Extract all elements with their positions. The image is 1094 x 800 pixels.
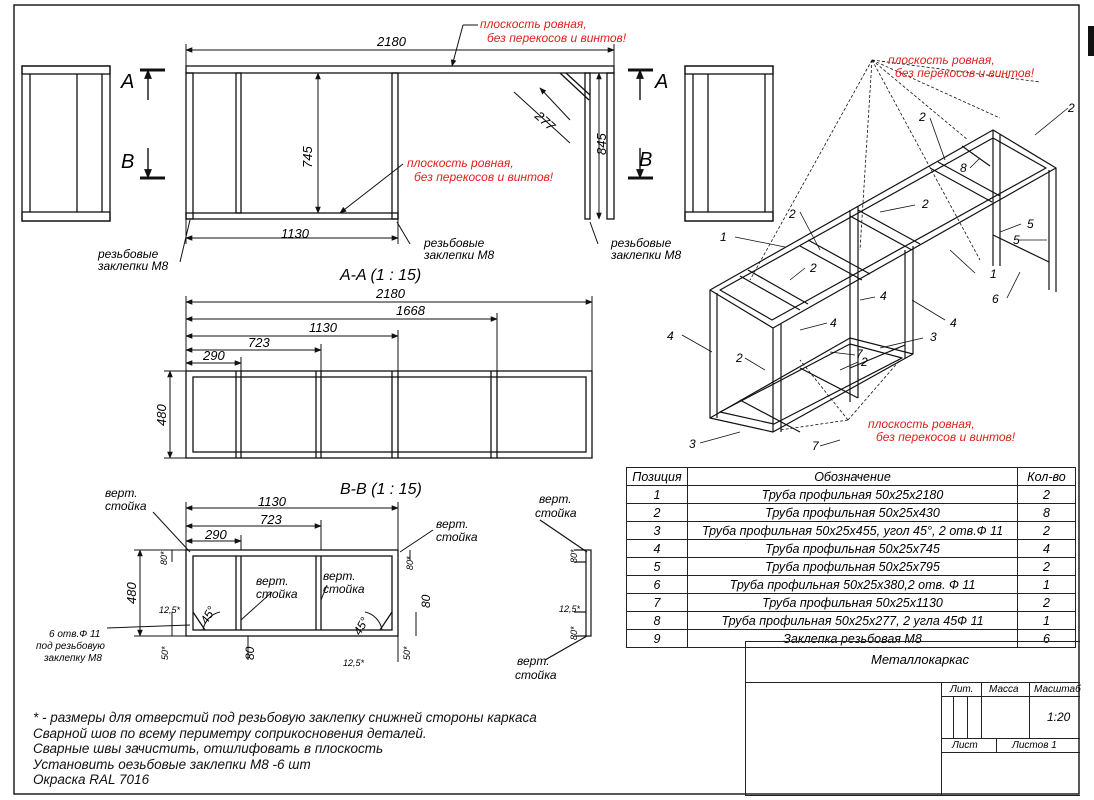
svg-text:под резьбовую: под резьбовую <box>36 641 105 652</box>
table-row: 8 Труба профильная 50х25х277, 2 угла 45Ф 11 1 <box>627 612 1076 630</box>
table-row: 7 Труба профильная 50х25х1130 2 <box>627 594 1076 612</box>
table-row: 6 Труба профильная 50х25х380,2 отв. Ф 11 1 <box>627 576 1076 594</box>
svg-text:723: 723 <box>260 512 282 527</box>
table-row: 9 Заклепка резьбовая М8 6 <box>627 630 1076 648</box>
svg-text:80*: 80* <box>159 551 169 565</box>
flat-note-mid <box>340 156 554 213</box>
sheets-label: Листов 1 <box>1012 740 1057 751</box>
vert-post-note-2 <box>400 517 478 552</box>
svg-text:резьбовые: резьбовые <box>98 247 159 261</box>
svg-text:стойка: стойка <box>436 530 478 544</box>
table-row: 5 Труба профильная 50х25х795 2 <box>627 558 1076 576</box>
note-line: Установить оезьбовые заклепки М8 -6 шт <box>33 756 311 772</box>
svg-text:без перекосов и винтов!: без перекосов и винтов! <box>876 430 1016 444</box>
scale-value: 1:20 <box>1047 710 1071 724</box>
svg-text:480: 480 <box>124 582 139 604</box>
iso-label: 4 <box>667 329 674 343</box>
isometric-frame <box>710 130 1056 432</box>
svg-text:стойка: стойка <box>323 582 365 596</box>
iso-label: 2 <box>922 197 929 211</box>
iso-label: 3 <box>930 330 937 344</box>
svg-text:290: 290 <box>205 527 227 542</box>
svg-text:1130: 1130 <box>258 494 286 509</box>
svg-text:без перекосов и винтов!: без перекосов и винтов! <box>487 31 627 45</box>
aa-title: A-A (1 : 15) <box>340 267 422 284</box>
svg-text:12,5*: 12,5* <box>343 658 365 668</box>
section-marks-right <box>628 70 668 178</box>
svg-text:80: 80 <box>243 646 257 660</box>
iso-label: 4 <box>880 289 887 303</box>
dim-845: 845 <box>594 133 609 155</box>
table-header-row: Позиция Обозначение Кол-во <box>627 468 1076 486</box>
svg-text:A: A <box>655 71 669 93</box>
iso-flat-note-top <box>888 53 1035 80</box>
front-view <box>186 66 614 219</box>
svg-text:723: 723 <box>248 335 270 350</box>
iso-label: 4 <box>950 316 957 330</box>
svg-text:резьбовые: резьбовые <box>424 236 485 250</box>
iso-leaders <box>682 108 1068 446</box>
vert-post-note-4 <box>321 569 365 600</box>
svg-text:B: B <box>639 149 653 171</box>
svg-text:плоскость ровная,: плоскость ровная, <box>888 53 995 67</box>
svg-text:без перекосов и винтов!: без перекосов и винтов! <box>895 66 1035 80</box>
rivet-note-left <box>97 220 190 273</box>
table-row: 3 Труба профильная 50х25х455, угол 45°, 2 отв.Ф 11 2 <box>627 522 1076 540</box>
svg-text:верт.: верт. <box>105 486 138 500</box>
mark-a-left: A <box>121 71 135 93</box>
iso-label: 2 <box>919 110 926 124</box>
vert-post-note-3 <box>241 574 298 620</box>
svg-text:80*: 80* <box>569 626 579 640</box>
rivet-note-right <box>590 222 681 262</box>
svg-text:заклепки М8: заклепки М8 <box>611 248 682 262</box>
bb-title: B-B (1 : 15) <box>340 481 422 498</box>
svg-text:стойка: стойка <box>515 668 557 682</box>
front-dims <box>186 44 614 244</box>
svg-text:80*: 80* <box>569 549 579 563</box>
iso-red-dashes <box>750 60 1040 430</box>
footer-notes <box>33 710 537 788</box>
scale-label: Масштаб <box>1034 684 1081 695</box>
iso-label: 5 <box>1027 217 1034 231</box>
svg-text:верт.: верт. <box>323 569 356 583</box>
note-line: Окраска RAL 7016 <box>33 772 150 788</box>
svg-text:45°: 45° <box>350 614 372 638</box>
section-marks-left <box>120 70 165 178</box>
svg-text:80*: 80* <box>405 556 415 570</box>
iso-label: 2 <box>1068 101 1075 115</box>
table-row: 1 Труба профильная 50х25х2180 2 <box>627 486 1076 504</box>
svg-text:плоскость ровная,: плоскость ровная, <box>407 156 514 170</box>
svg-text:резьбовые: резьбовые <box>611 236 672 250</box>
iso-label: 1 <box>990 267 997 281</box>
side-detail <box>540 520 591 660</box>
svg-text:1130: 1130 <box>309 320 337 335</box>
svg-text:заклепку М8: заклепку М8 <box>44 653 102 664</box>
svg-text:верт.: верт. <box>517 654 550 668</box>
parts-table <box>626 467 1076 648</box>
svg-text:480: 480 <box>154 404 169 426</box>
iso-label: 7 <box>856 347 863 361</box>
mass-label: Масса <box>989 684 1019 695</box>
iso-label: 4 <box>830 316 837 330</box>
svg-text:12,5*: 12,5* <box>159 605 181 615</box>
svg-text:стойка: стойка <box>535 506 577 520</box>
vert-post-note-1 <box>105 486 190 552</box>
note-line: Сварные швы зачистить, отшлифовать в плоскость <box>33 741 384 757</box>
aa-view <box>186 371 592 458</box>
rivet-note-mid <box>397 222 494 262</box>
flat-note-top <box>452 17 627 66</box>
dim-2180-top: 2180 <box>377 34 406 49</box>
svg-text:стойка: стойка <box>256 587 298 601</box>
table-row: 2 Труба профильная 50х25х430 8 <box>627 504 1076 522</box>
svg-text:стойка: стойка <box>105 499 147 513</box>
svg-text:50*: 50* <box>402 646 412 660</box>
svg-text:плоскость ровная,: плоскость ровная, <box>480 17 587 31</box>
dim-277: 277 <box>531 108 559 134</box>
svg-text:2180: 2180 <box>376 286 405 301</box>
left-side-view <box>22 66 110 221</box>
svg-text:80: 80 <box>419 594 433 608</box>
title-block <box>745 641 1080 796</box>
svg-text:верт.: верт. <box>539 492 572 506</box>
sheet-label: Лист <box>952 740 978 751</box>
iso-label: 2 <box>789 207 796 221</box>
svg-text:12,5*: 12,5* <box>559 604 581 614</box>
svg-text:1668: 1668 <box>396 303 425 318</box>
mark-b-left: B <box>121 151 135 173</box>
iso-label: 1 <box>720 230 727 244</box>
svg-text:50*: 50* <box>160 646 170 660</box>
iso-label: 7 <box>812 439 819 453</box>
svg-text:заклепки М8: заклепки М8 <box>98 259 169 273</box>
right-side-view <box>685 66 773 221</box>
iso-label: 8 <box>960 161 967 175</box>
iso-flat-note-bottom <box>868 417 1016 444</box>
svg-text:6 отв.Ф 11: 6 отв.Ф 11 <box>49 629 101 640</box>
note-line: * - размеры для отверстий под резьбовую заклепку снижней стороны каркаса <box>33 710 537 725</box>
svg-text:45°: 45° <box>197 603 219 627</box>
svg-text:290: 290 <box>203 348 225 363</box>
svg-text:верт.: верт. <box>436 517 469 531</box>
dim-745: 745 <box>300 146 315 168</box>
svg-text:заклепки М8: заклепки М8 <box>424 248 495 262</box>
svg-text:без перекосов и винтов!: без перекосов и винтов! <box>414 170 554 184</box>
iso-label: 6 <box>992 292 999 306</box>
iso-label: 2 <box>736 351 743 365</box>
dim-1130-front: 1130 <box>281 226 309 241</box>
note-line: Сварной шов по всему периметру соприкосновения деталей. <box>33 725 427 741</box>
table-row: 4 Труба профильная 50х25х745 4 <box>627 540 1076 558</box>
iso-label: 3 <box>689 437 696 451</box>
iso-label: 2 <box>810 261 817 275</box>
svg-text:плоскость ровная,: плоскость ровная, <box>868 417 975 431</box>
svg-text:верт.: верт. <box>256 574 289 588</box>
iso-label: 2 <box>861 355 868 369</box>
drawing-name: Металлокаркас <box>871 652 970 667</box>
iso-label: 5 <box>1013 233 1020 247</box>
lit-label: Лит. <box>950 684 974 695</box>
